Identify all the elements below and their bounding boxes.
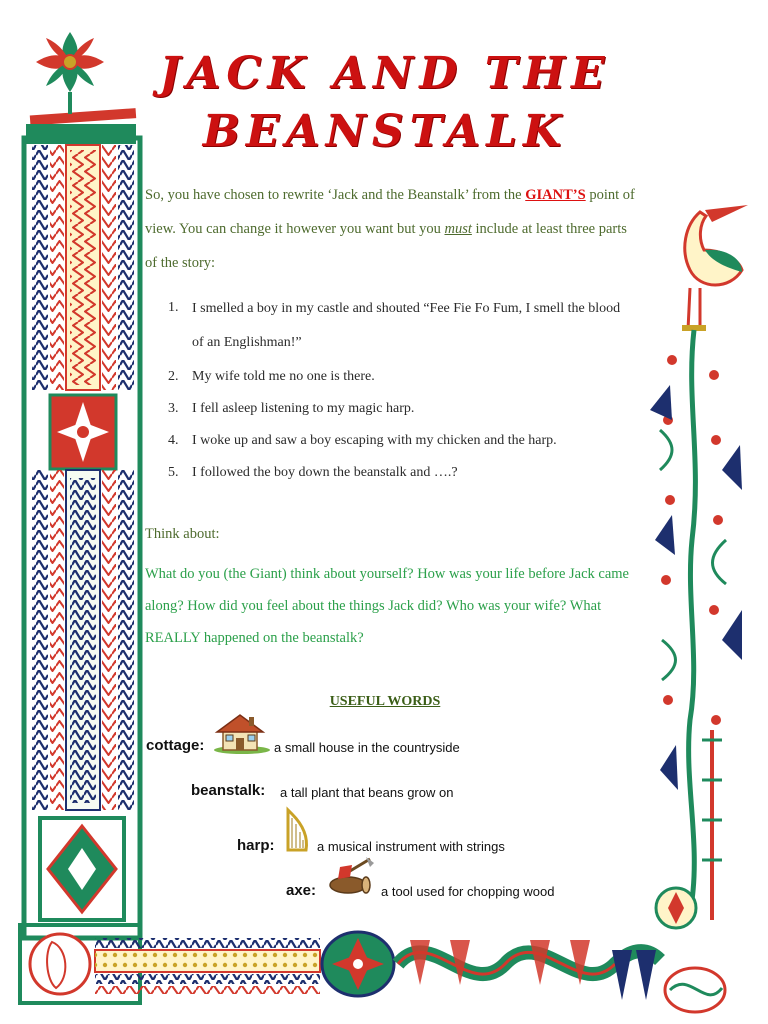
list-text: I fell asleep listening to my magic harp.: [192, 401, 415, 416]
useful-words-heading: USEFUL WORDS: [329, 694, 441, 709]
definition-axe: a tool used for chopping wood: [381, 884, 555, 899]
story-parts-list: [162, 292, 632, 489]
list-item: [162, 361, 632, 393]
list-number: 5.: [168, 465, 179, 480]
list-text: I woke up and saw a boy escaping with my chicken and the harp.: [192, 433, 557, 448]
must-emphasis: must: [444, 221, 472, 237]
think-about-questions: What do you (the Giant) think about yourself? How was your life before Jack came along? How did you feel about the things Jack did? Who was your wife? What REALLY happened on the beanstalk?: [145, 566, 629, 646]
title-line-2: BEANSTALK: [202, 106, 568, 157]
definition-harp: a musical instrument with strings: [317, 839, 505, 854]
cottage-icon: [213, 712, 271, 754]
list-number: 3.: [168, 401, 179, 416]
definition-beanstalk: a tall plant that beans grow on: [280, 785, 454, 800]
list-number: 1.: [168, 300, 179, 315]
intro-paragraph: [145, 178, 635, 280]
word-harp: harp:: [237, 837, 275, 854]
giant-emphasis: GIANT’S: [525, 187, 586, 203]
bird-ornament: [682, 205, 748, 331]
list-number: 2.: [168, 369, 179, 384]
list-item: [162, 457, 632, 489]
intro-text-3: include at least three parts of the story:: [145, 221, 627, 271]
vine-ornament: [650, 330, 742, 928]
list-number: 4.: [168, 433, 179, 448]
list-item: [162, 425, 632, 457]
flower-ornament: [36, 32, 104, 114]
harp-icon: [284, 808, 310, 852]
word-beanstalk: beanstalk:: [191, 782, 266, 799]
list-text: I smelled a boy in my castle and shouted “Fee Fie Fo Fum, I smell the blood of an Englishman!”: [192, 301, 621, 350]
intro-text-2: point of view. You can change it however you want but you: [145, 187, 635, 237]
list-text: My wife told me no one is there.: [192, 369, 375, 384]
axe-icon: [326, 855, 374, 897]
left-column: [24, 108, 140, 938]
page-title: [150, 45, 620, 161]
list-item: [162, 393, 632, 425]
think-about-heading: Think about:: [145, 526, 220, 542]
word-cottage: cottage:: [146, 737, 205, 754]
list-item: [162, 292, 632, 360]
definition-cottage: a small house in the countryside: [274, 740, 460, 755]
title-line-1: JACK AND THE: [159, 48, 611, 99]
bottom-border: [20, 925, 725, 1012]
list-text: I followed the boy down the beanstalk and ….?: [192, 465, 458, 480]
intro-text-1: So, you have chosen to rewrite ‘Jack and the Beanstalk’ from the: [145, 187, 526, 203]
word-axe: axe:: [286, 882, 317, 899]
